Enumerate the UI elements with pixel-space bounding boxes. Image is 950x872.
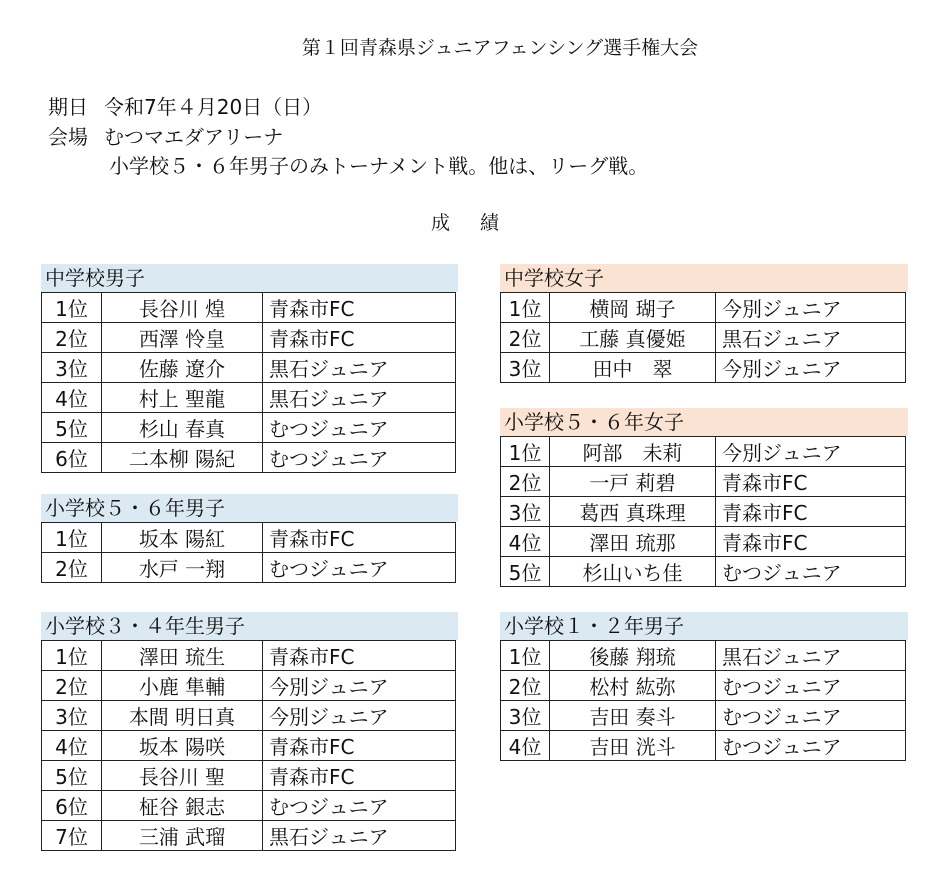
results-table [41, 292, 456, 473]
rank-cell: 2位 [42, 671, 102, 701]
name-cell: 葛西 真珠理 [550, 497, 716, 527]
table-row [42, 791, 456, 821]
date-value: 令和7年４月20日（日） [104, 95, 323, 119]
rank-cell: 3位 [501, 353, 550, 383]
rank-cell: 4位 [42, 731, 102, 761]
name-cell: 松村 紘弥 [550, 671, 716, 701]
rank-cell: 1位 [42, 523, 102, 553]
table-row [42, 553, 456, 583]
name-cell: 吉田 洸斗 [550, 731, 716, 761]
club-cell: 今別ジュニア [716, 293, 906, 323]
club-cell: 青森市FC [263, 761, 456, 791]
rank-cell: 6位 [42, 791, 102, 821]
venue-label: 会場 [48, 125, 88, 149]
group-title: 小学校５・６年男子 [41, 494, 458, 522]
club-cell: むつジュニア [263, 553, 456, 583]
venue-value: むつマエダアリーナ [104, 125, 284, 149]
table-row [42, 641, 456, 671]
rank-cell: 1位 [501, 293, 550, 323]
group-title: 中学校男子 [41, 264, 458, 292]
table-row [501, 467, 906, 497]
group-es56-girls [500, 408, 908, 587]
name-cell: 杉山いち佳 [550, 557, 716, 587]
table-row [42, 761, 456, 791]
rank-cell: 3位 [501, 497, 550, 527]
rank-cell: 1位 [42, 641, 102, 671]
name-cell: 杉山 春真 [102, 413, 263, 443]
name-cell: 後藤 翔琉 [550, 641, 716, 671]
rank-cell: 4位 [501, 527, 550, 557]
results-table [41, 640, 456, 851]
club-cell: むつジュニア [716, 701, 906, 731]
name-cell: 坂本 陽咲 [102, 731, 263, 761]
club-cell: 青森市FC [263, 523, 456, 553]
table-row [501, 671, 906, 701]
rank-cell: 5位 [42, 413, 102, 443]
club-cell: 青森市FC [716, 497, 906, 527]
name-cell: 長谷川 聖 [102, 761, 263, 791]
club-cell: 今別ジュニア [716, 353, 906, 383]
date-line [48, 91, 322, 120]
group-jh-boys [41, 264, 458, 473]
table-row [501, 557, 906, 587]
name-cell: 坂本 陽紅 [102, 523, 263, 553]
name-cell: 佐藤 遼介 [102, 353, 263, 383]
format-note: 小学校５・６年男子のみトーナメント戦。他は、リーグ戦。 [109, 154, 649, 178]
rank-cell: 3位 [501, 701, 550, 731]
club-cell: むつジュニア [263, 791, 456, 821]
table-row [501, 323, 906, 353]
results-table [500, 640, 906, 761]
name-cell: 澤田 琉那 [550, 527, 716, 557]
table-row [42, 323, 456, 353]
club-cell: 今別ジュニア [263, 701, 456, 731]
name-cell: 村上 聖龍 [102, 383, 263, 413]
club-cell: むつジュニア [263, 443, 456, 473]
club-cell: むつジュニア [263, 413, 456, 443]
rank-cell: 5位 [501, 557, 550, 587]
name-cell: 吉田 奏斗 [550, 701, 716, 731]
rank-cell: 1位 [501, 437, 550, 467]
rank-cell: 2位 [501, 467, 550, 497]
table-row [42, 383, 456, 413]
club-cell: 黒石ジュニア [716, 323, 906, 353]
group-es56-boys [41, 494, 458, 583]
name-cell: 水戸 一翔 [102, 553, 263, 583]
table-row [42, 413, 456, 443]
table-row [501, 641, 906, 671]
rank-cell: 2位 [501, 323, 550, 353]
table-row [42, 523, 456, 553]
club-cell: むつジュニア [716, 731, 906, 761]
group-es12-boys [500, 612, 908, 761]
rank-cell: 3位 [42, 701, 102, 731]
club-cell: 青森市FC [263, 323, 456, 353]
club-cell: 黒石ジュニア [263, 353, 456, 383]
club-cell: 青森市FC [263, 293, 456, 323]
rank-cell: 7位 [42, 821, 102, 851]
table-row [501, 353, 906, 383]
name-cell: 長谷川 煌 [102, 293, 263, 323]
club-cell: 黒石ジュニア [716, 641, 906, 671]
name-cell: 澤田 琉生 [102, 641, 263, 671]
club-cell: 青森市FC [263, 641, 456, 671]
rank-cell: 5位 [42, 761, 102, 791]
name-cell: 西澤 怜皇 [102, 323, 263, 353]
table-row [501, 701, 906, 731]
document-title: 第１回青森県ジュニアフェンシング選手権大会 [301, 37, 699, 59]
group-title: 小学校３・４年生男子 [41, 612, 458, 640]
group-title: 中学校女子 [500, 264, 908, 292]
rank-cell: 4位 [42, 383, 102, 413]
group-jh-girls [500, 264, 908, 383]
club-cell: 青森市FC [716, 467, 906, 497]
rank-cell: 1位 [42, 293, 102, 323]
rank-cell: 2位 [501, 671, 550, 701]
club-cell: 今別ジュニア [716, 437, 906, 467]
club-cell: 青森市FC [716, 527, 906, 557]
club-cell: 今別ジュニア [263, 671, 456, 701]
name-cell: 柾谷 銀志 [102, 791, 263, 821]
table-row [42, 671, 456, 701]
name-cell: 本間 明日真 [102, 701, 263, 731]
rank-cell: 1位 [501, 641, 550, 671]
table-row [501, 527, 906, 557]
table-row [42, 353, 456, 383]
club-cell: むつジュニア [716, 557, 906, 587]
group-es34-boys [41, 612, 458, 851]
table-row [501, 497, 906, 527]
table-row [42, 701, 456, 731]
table-row [501, 293, 906, 323]
table-row [42, 731, 456, 761]
club-cell: 黒石ジュニア [263, 821, 456, 851]
rank-cell: 2位 [42, 323, 102, 353]
table-row [42, 293, 456, 323]
rank-cell: 6位 [42, 443, 102, 473]
table-row [42, 821, 456, 851]
name-cell: 横岡 瑚子 [550, 293, 716, 323]
table-row [501, 731, 906, 761]
rank-cell: 2位 [42, 553, 102, 583]
group-title: 小学校５・６年女子 [500, 408, 908, 436]
name-cell: 阿部 未莉 [550, 437, 716, 467]
results-table [500, 436, 906, 587]
results-heading: 成績 [430, 212, 529, 234]
results-table [41, 522, 456, 583]
table-row [501, 437, 906, 467]
results-table [500, 292, 906, 383]
club-cell: 黒石ジュニア [263, 383, 456, 413]
club-cell: 青森市FC [263, 731, 456, 761]
venue-line [48, 121, 283, 150]
table-row [42, 443, 456, 473]
name-cell: 一戸 莉碧 [550, 467, 716, 497]
name-cell: 小鹿 隼輔 [102, 671, 263, 701]
date-label: 期日 [48, 95, 88, 119]
name-cell: 工藤 真優姫 [550, 323, 716, 353]
name-cell: 三浦 武瑠 [102, 821, 263, 851]
name-cell: 田中 翠 [550, 353, 716, 383]
name-cell: 二本柳 陽紀 [102, 443, 263, 473]
group-title: 小学校１・２年男子 [500, 612, 908, 640]
rank-cell: 3位 [42, 353, 102, 383]
club-cell: むつジュニア [716, 671, 906, 701]
rank-cell: 4位 [501, 731, 550, 761]
